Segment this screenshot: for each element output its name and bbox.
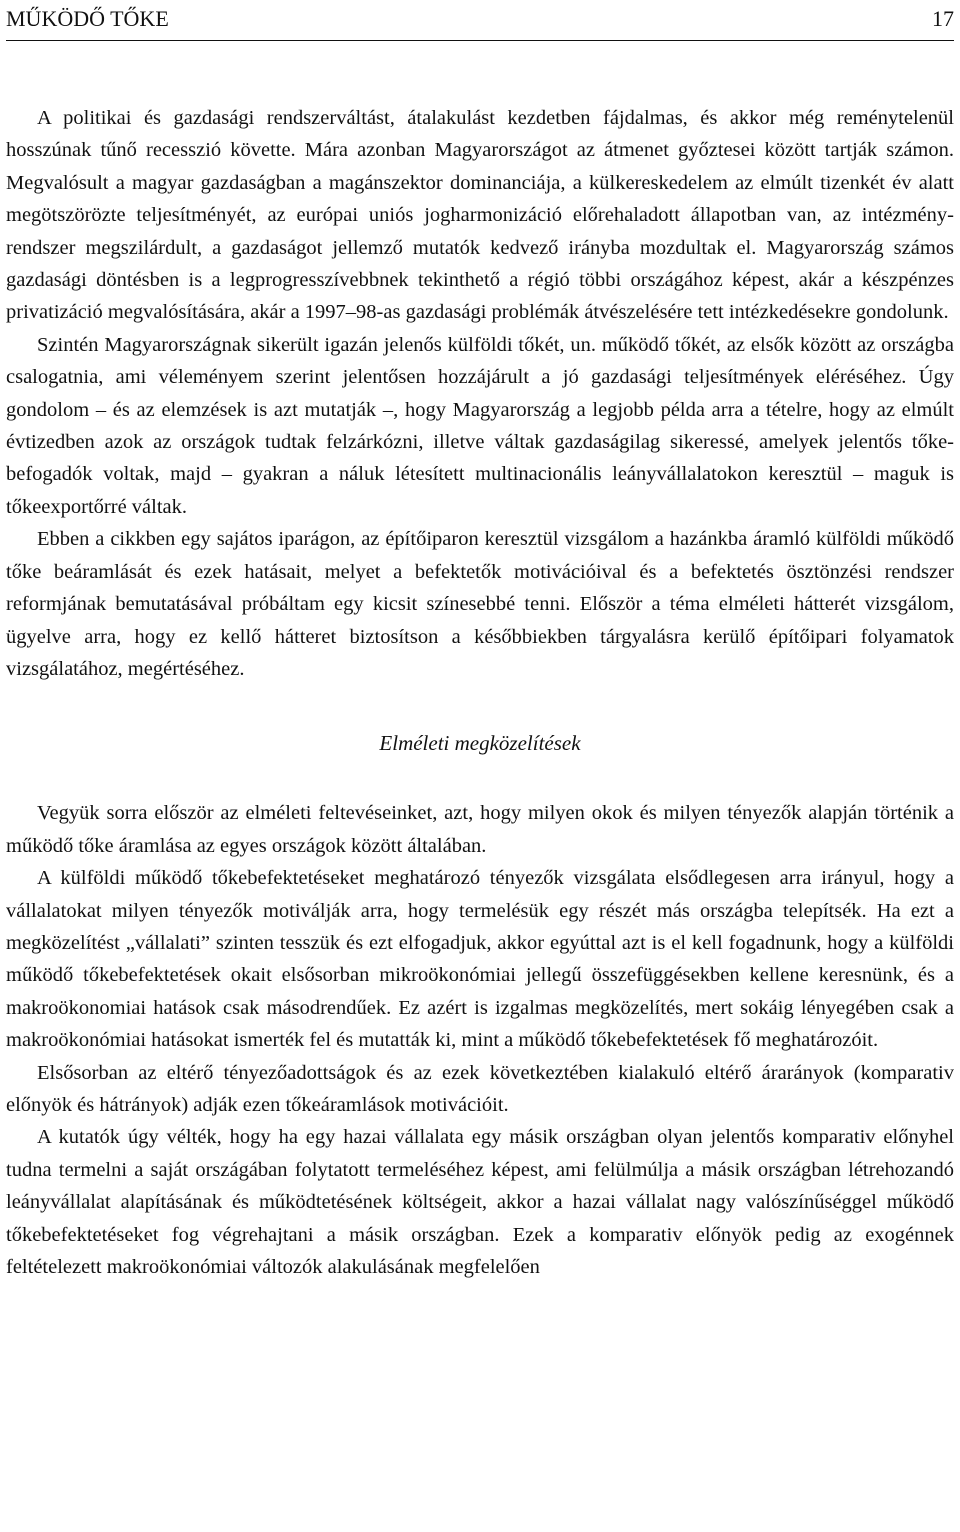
- running-header: [6, 4, 954, 41]
- paragraph: A politikai és gazdasági rendszerváltást, átalakulást kezdetben fájdalmas, és akkor még reménytelenül hosszúnak tűnő recesszió követte. Mára azonban Magyarországot az átmenet győztesei között tartják számon. Megvalósult a magyar gazdaságban a magánszektor dominanciája, a külkereskedelem az elmúlt tizenkét év alatt megötszörözte teljesítményét, az európai uniós jogharmonizáció előrehaladott állapotban van, az intézményrendszer megszilárdult, a gazdaságot jellemző mutatók kedvező irányba mozdultak el. Magyarország számos gazdasági döntésben is a legprogresszívebbnek tekinthető a régió többi országához képest, akár a készpénzes privatizáció megvalósítására, akár a 1997–98-as gazdasági problémák átvészelésére tett intézkedésekre gondolunk.: [6, 107, 954, 324]
- running-title: MŰKÖDŐ TŐKE: [6, 6, 169, 31]
- paragraph: Szintén Magyarországnak sikerült igazán jelenős külföldi tőkét, un. működő tőkét, az elsők között az országba csalogatnia, ami véleményem szerint jelentősen hozzájárult a jó gazdasági teljesítmények eléréséhez. Úgy gondolom – és az elemzések is azt mutatják –, hogy Magyarország a legjobb példa arra a tételre, hogy az elmúlt évtizedben azok az országok tudtak felzárkózni, illetve váltak gazdaságilag sikeressé, amelyek jelentős tőkebefogadók voltak, majd – gyakran a náluk létesített multinacionális leányvállalatokon keresztül – maguk is tőkeexportőrré váltak.: [6, 333, 954, 518]
- page-number: 17: [932, 6, 954, 31]
- paragraph: Elsősorban az eltérő tényezőadottságok és az ezek következtében kialakuló eltérő árarányok (komparativ előnyök és hátrányok) adják ezen tőkeáramlások motivációit.: [6, 1061, 954, 1116]
- paragraph: A kutatók úgy vélték, hogy ha egy hazai vállalata egy másik országban olyan jelentős komparativ előnyhel tudna termelni a saját országában folytatott termeléséhez képest, ami felülmúlja a másik országban létrehozandó leányvállalat alapításának és működtetésének költségeit, akkor a hazai vállalat nagy valószínűséggel működő tőkebefektetéseket fog végrehajtani a másik országban. Ezek a komparativ előnyök pedig az exogénnek feltételezett makroökonómiai változók alakulásának megfelelően: [6, 1126, 954, 1278]
- paragraph: Ebben a cikkben egy sajátos iparágon, az építőiparon keresztül vizsgálom a hazánkba áramló külföldi működő tőke beáramlását és ezek hatásait, melyet a befektetők motivációival és a befektetés ösztönzési rendszer reformjának bemutatásával próbáltam egy kicsit színesebbé tenni. Először a téma elméleti hátterét vizsgálom, ügyelve arra, hogy ez kellő hátteret biztosítson a későbbiekben tárgyalásra kerülő építőipari folyamatok vizsgálatához, megértéséhez.: [6, 528, 954, 680]
- section-title: Elméleti megközelítések: [379, 731, 581, 756]
- paragraph: A külföldi működő tőkebefektetéseket meghatározó tényezők vizsgálata elsődlegesen arra irányul, hogy a vállalatokat milyen tényezők motiválják arra, hogy termelésük egy részét más országba telepítsék. Ha ezt a megközelítést „vállalati” szinten tesszük és ezt elfogadjuk, akkor egyúttal azt is el kell fogadnunk, hogy a külföldi működő tőkebefektetések okait elsősorban mikroökonómiai jellegű összefüggésekben kellene keresnünk, és a makroökonomiai hatások csak másodrendűek. Ez azért is izgalmas megközelítés, mert sokáig lényegében csak a makroökonómiai hatásokat ismerték fel és mutatták ki, mint a működő tőkebefektetések fő meghatározóit.: [6, 867, 954, 1052]
- article-body: [6, 102, 954, 1283]
- paragraph: Vegyük sorra először az elméleti feltevéseinket, azt, hogy milyen okok és milyen tényezők alapján történik a működő tőke áramlása az egyes országok között általában.: [6, 802, 954, 857]
